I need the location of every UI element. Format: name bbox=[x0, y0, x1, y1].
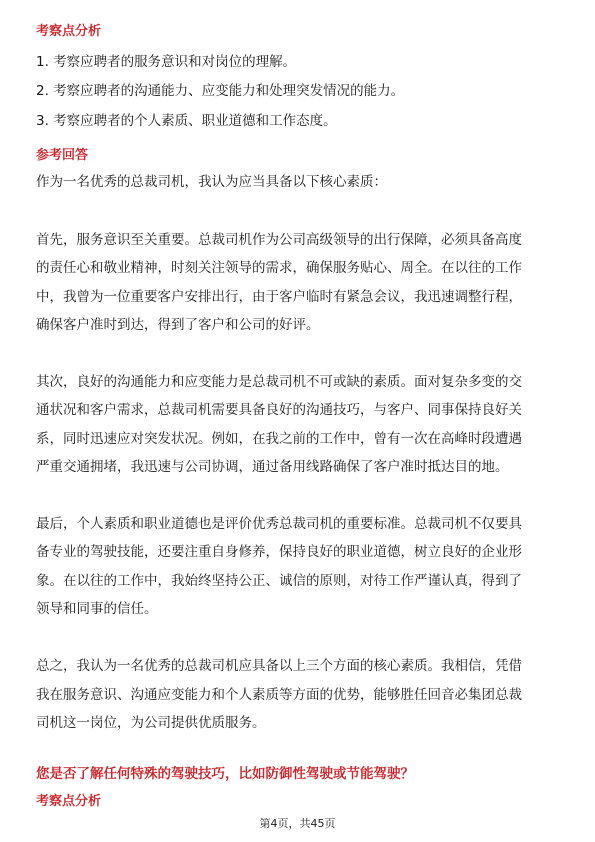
answer-intro: 作为一名优秀的总裁司机，我认为应当具备以下核心素质： bbox=[36, 174, 387, 190]
paragraph-line: 象。在以往的工作中，我始终坚持公正、诚信的原则，对待工作严谨认真，得到了 bbox=[36, 573, 522, 589]
analysis-point: 1. 考察应聘者的服务意识和对岗位的理解。 bbox=[36, 54, 297, 70]
paragraph-line: 首先，服务意识至关重要。总裁司机作为公司高级领导的出行保障，必须具备高度 bbox=[36, 232, 522, 248]
paragraph-line: 的责任心和敬业精神，时刻关注领导的需求，确保服务贴心、周全。在以往的工作 bbox=[36, 260, 522, 276]
paragraph-line: 总之，我认为一名优秀的总裁司机应具备以上三个方面的核心素质。我相信，凭借 bbox=[36, 658, 522, 674]
paragraph-line: 我在服务意识、沟通应变能力和个人素质等方面的优势，能够胜任回音必集团总裁 bbox=[36, 687, 522, 703]
paragraph-line: 确保客户准时到达，得到了客户和公司的好评。 bbox=[36, 317, 320, 333]
analysis-heading: 考察点分析 bbox=[36, 24, 102, 39]
paragraph-line: 系，同时迅速应对突发状况。例如，在我之前的工作中，曾有一次在高峰时段遭遇 bbox=[36, 431, 522, 447]
paragraph-line: 最后，个人素质和职业道德也是评价优秀总裁司机的重要标准。总裁司机不仅要具 bbox=[36, 516, 522, 532]
page-number: 第4页，共45页 bbox=[259, 817, 336, 830]
paragraph-line: 领导和同事的信任。 bbox=[36, 601, 158, 617]
analysis-heading-2: 考察点分析 bbox=[36, 794, 102, 809]
reference-answer-heading: 参考回答 bbox=[36, 148, 89, 163]
analysis-point: 3. 考察应聘者的个人素质、职业道德和工作态度。 bbox=[36, 113, 337, 129]
paragraph-line: 备专业的驾驶技能，还要注重自身修养，保持良好的职业道德，树立良好的企业形 bbox=[36, 544, 522, 560]
next-question: 您是否了解任何特殊的驾驶技巧，比如防御性驾驶或节能驾驶？ bbox=[36, 766, 414, 782]
paragraph-line: 其次，良好的沟通能力和应变能力是总裁司机不可或缺的素质。面对复杂多变的交 bbox=[36, 374, 522, 390]
paragraph-line: 严重交通拥堵，我迅速与公司协调，通过备用线路确保了客户准时抵达目的地。 bbox=[36, 459, 509, 475]
paragraph-line: 司机这一岗位，为公司提供优质服务。 bbox=[36, 715, 266, 731]
paragraph-line: 中，我曾为一位重要客户安排出行，由于客户临时有紧急会议，我迅速调整行程， bbox=[36, 289, 522, 305]
analysis-point: 2. 考察应聘者的沟通能力、应变能力和处理突发情况的能力。 bbox=[36, 83, 405, 99]
paragraph-line: 通状况和客户需求，总裁司机需要具备良好的沟通技巧，与客户、同事保持良好关 bbox=[36, 402, 522, 418]
